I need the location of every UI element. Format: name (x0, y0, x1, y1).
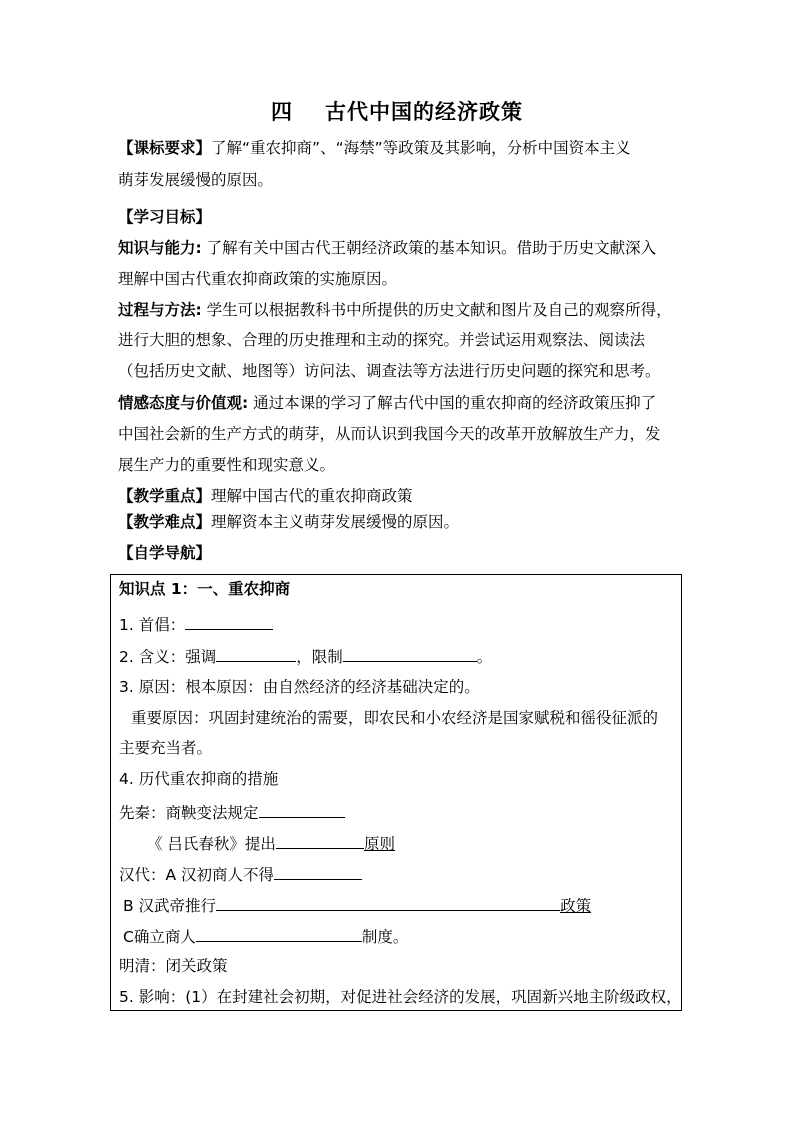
emotion-text-1: 通过本课的学习了解古代中国的重农抑商的经济政策压抑了 (248, 394, 657, 412)
pre-qin-label: 先秦：商鞅变法规定 (119, 804, 259, 822)
goal-emotion (118, 393, 688, 413)
box-heading: 知识点 1：一、重农抑商 (119, 580, 291, 598)
measure-han-a (119, 863, 679, 885)
knowledge-label: 知识与能力: (118, 239, 202, 257)
blank-line[interactable] (259, 801, 345, 818)
measure-lvshi (147, 832, 707, 854)
measure-han-b (123, 894, 683, 916)
blank-line[interactable] (216, 894, 560, 911)
blank-line[interactable] (216, 645, 296, 662)
knowledge-text-1: 了解有关中国古代王朝经济政策的基本知识。借助于历史文献深入 (201, 239, 657, 257)
item-reason: 3. 原因：根本原因：由自然经济的经济基础决定的。 (119, 678, 480, 696)
title-number: 四 (271, 100, 293, 124)
item-reason-important: 重要原因：巩固封建统治的需要，即农民和小农经济是国家赋税和徭役征派的 (131, 709, 659, 727)
item-first-advocate (119, 613, 679, 635)
process-text-3: （包括历史文献、地图等）访问法、调查法等方法进行历史问题的探究和思考。 (118, 362, 661, 380)
curriculum-label: 【课标要求】 (118, 139, 212, 157)
han-c-system: 制度。 (361, 928, 409, 946)
goals-heading: 【学习目标】 (118, 208, 212, 226)
process-text-2: 进行大胆的想象、合理的历史推理和主动的探究。并尝试运用观察法、阅读法 (118, 331, 646, 349)
curriculum-text-2: 萌芽发展缓慢的原因。 (118, 171, 274, 189)
lvshi-principle: 原则 (363, 835, 395, 853)
knowledge-text-2: 理解中国古代重农抑商政策的实施原因。 (118, 270, 398, 288)
key-point-label: 【教学重点】 (118, 487, 212, 505)
item2-end: 。 (476, 648, 493, 666)
emotion-text-3: 展生产力的重要性和现实意义。 (118, 456, 336, 474)
curriculum-text-1: 了解“重农抑商”、“海禁”等政策及其影响，分析中国资本主义 (211, 139, 631, 157)
han-b-label: B 汉武帝推行 (123, 897, 217, 915)
item-measures: 4. 历代重农抑商的措施 (119, 770, 279, 788)
curriculum-requirement (118, 138, 688, 158)
blank-line[interactable] (196, 925, 362, 942)
measure-pre-qin (119, 801, 679, 823)
teaching-difficulty (118, 512, 688, 532)
teaching-key-point (118, 486, 688, 506)
goal-knowledge (118, 238, 688, 258)
item2-label: 2. 含义：强调 (119, 648, 217, 666)
measure-han-c (123, 925, 683, 947)
process-text-1: 学生可以根据教科书中所提供的历史文献和图片及自己的观察所得， (201, 301, 672, 319)
han-c-label: C确立商人 (123, 928, 196, 946)
blank-line[interactable] (274, 863, 362, 880)
emotion-label: 情感态度与价值观: (118, 394, 249, 412)
process-label: 过程与方法: (118, 301, 202, 319)
han-a-label: 汉代：A 汉初商人不得 (119, 866, 275, 884)
goal-process (118, 300, 688, 320)
han-b-policy: 政策 (560, 897, 592, 915)
lvshi-label: 《 吕氏春秋》提出 (147, 835, 276, 853)
knowledge-box (110, 574, 682, 1011)
key-point-text: 理解中国古代的重农抑商政策 (211, 487, 413, 505)
blank-line[interactable] (343, 645, 477, 662)
emotion-text-2: 中国社会新的生产方式的萌芽，从而认识到我国今天的改革开放解放生产力，发 (118, 425, 661, 443)
title-text: 古代中国的经济政策 (325, 100, 523, 124)
item2-limit: ，限制 (296, 648, 343, 666)
item-influence: 5. 影响：(1）在封建社会初期，对促进社会经济的发展，巩固新兴地主阶级政权， (119, 988, 682, 1006)
blank-line[interactable] (185, 613, 273, 630)
difficulty-text: 理解资本主义萌芽发展缓慢的原因。 (211, 513, 460, 531)
page-title (0, 96, 794, 126)
item1-label: 1. 首倡： (119, 616, 186, 634)
blank-line[interactable] (276, 832, 364, 849)
item-meaning (119, 645, 679, 667)
self-study-heading: 【自学导航】 (118, 544, 212, 562)
difficulty-label: 【教学难点】 (118, 513, 212, 531)
measure-ming-qing: 明清：闭关政策 (119, 957, 228, 975)
item-reason-important-2: 主要充当者。 (119, 739, 213, 757)
